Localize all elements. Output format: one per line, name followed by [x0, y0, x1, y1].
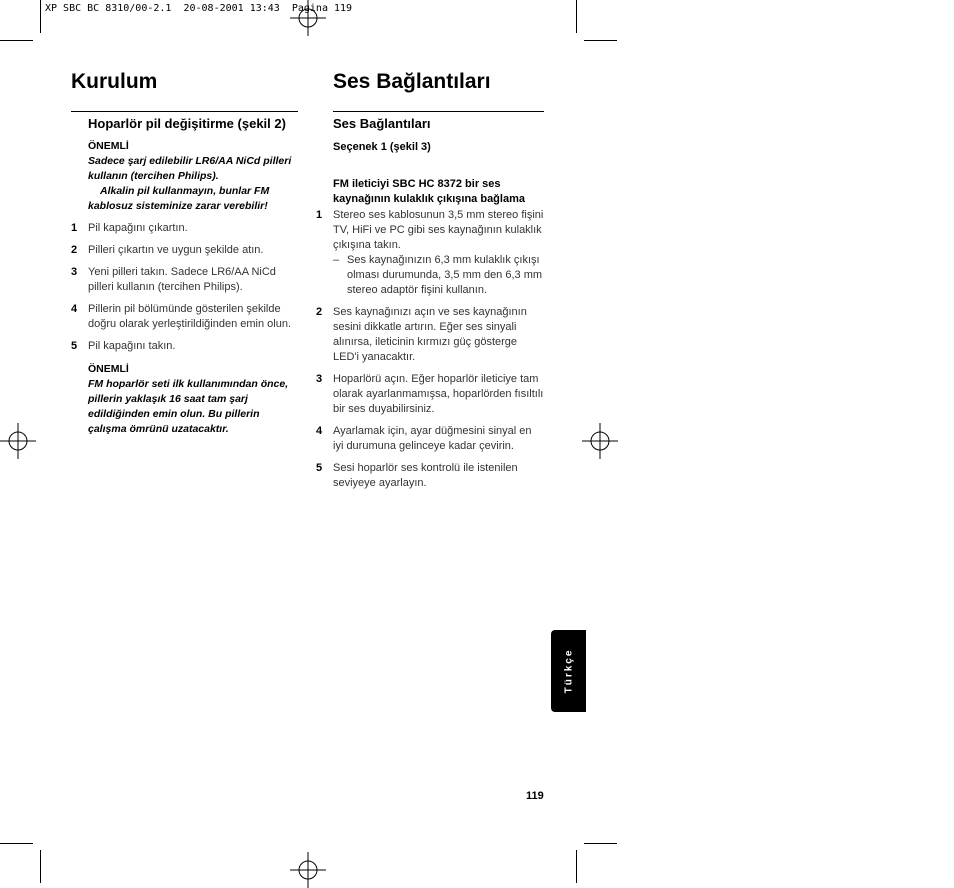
list-item: 4 Pillerin pil bölümünde gösterilen şekilde doğru olarak yerleştirildiğinden emin olun. [71, 303, 292, 330]
option-label: Seçenek 1 (şekil 3) [333, 141, 431, 153]
section-rule [333, 111, 544, 112]
section-heading: Ses Bağlantıları [333, 116, 431, 131]
note-text [88, 154, 298, 214]
sub-item: – Ses kaynağınızın 6,3 mm kulaklık çıkışı olması durumunda, 3,5 mm den 6,3 mm stereo adaptör fişini kullanın. [333, 254, 543, 296]
section-heading: Hoparlör pil değişitirme (şekil 2) [88, 116, 286, 131]
note-title: ÖNEMLİ [88, 363, 129, 375]
crop-mark [576, 850, 577, 883]
list-item: 5 Sesi hoparlör ses kontrolü ile istenilen seviyeye ayarlayın. [316, 462, 518, 489]
list-item: 5 Pil kapağını takın. [71, 340, 176, 352]
crop-mark [584, 40, 617, 41]
crop-mark [40, 0, 41, 33]
language-tab-label: Türkçe [563, 648, 574, 694]
list-item: 1 Stereo ses kablosunun 3,5 mm stereo fişini TV, HiFi ve PC gibi ses kaynağının kulaklık çıkışına takın. [316, 209, 544, 251]
list-item: 3 Hoparlörü açın. Eğer hoparlör ileticiye tam olarak ayarlanmamışsa, hoparlörden fısıltılı bir ses duyabilirsiniz. [316, 373, 544, 415]
crop-mark [0, 40, 33, 41]
list-item: 2 Ses kaynağınızı açın ve ses kaynağının sesini dikkatle artırın. Eğer ses sinyali alınırsa, ileticinin kırmızı güç gösterge LED'i yanacaktır. [316, 306, 527, 363]
left-column [71, 111, 298, 437]
language-tab [551, 630, 586, 712]
list-item: 1 Pil kapağını çıkartın. [71, 222, 188, 234]
crop-mark [0, 843, 33, 844]
page-title-left: Kurulum [71, 70, 158, 93]
page-number: 119 [526, 790, 544, 802]
list-item: 3 Yeni pilleri takın. Sadece LR6/AA NiCd pilleri kullanın (tercihen Philips). [71, 266, 276, 293]
note-title: ÖNEMLİ [88, 140, 129, 152]
page-title-right: Ses Bağlantıları [333, 70, 491, 93]
crop-mark [584, 843, 617, 844]
list-item: 4 Ayarlamak için, ayar düğmesini sinyal en iyi durumuna gelinceye kadar çevirin. [316, 425, 532, 452]
note-text: FM hoparlör seti ilk kullanımından önce, pillerin yaklaşık 16 saat tam şarj edildiğinden emin olun. Bu pillerin çalışma ömrünü uzatacaktır. [88, 378, 289, 435]
section-rule [71, 111, 298, 112]
subheading: FM ileticiyi SBC HC 8372 bir ses kaynağının kulaklık çıkışına bağlama [333, 178, 525, 205]
list-item: 2 Pilleri çıkartın ve uygun şekilde atın. [71, 244, 264, 256]
print-header: XP SBC BC 8310/00-2.1 20-08-2001 13:43 Pagina 119 [45, 3, 353, 14]
crop-mark [40, 850, 41, 883]
registration-mark-icon [582, 423, 618, 459]
note-line: Alkalin pil kullanmayın, bunlar FM kablosuz sisteminize zarar verebilir! [88, 185, 270, 212]
note-line: Sadece şarj edilebilir LR6/AA NiCd pilleri kullanın (tercihen Philips). [88, 155, 292, 182]
crop-mark [576, 0, 577, 33]
registration-mark-icon [0, 423, 36, 459]
right-column [316, 111, 544, 491]
